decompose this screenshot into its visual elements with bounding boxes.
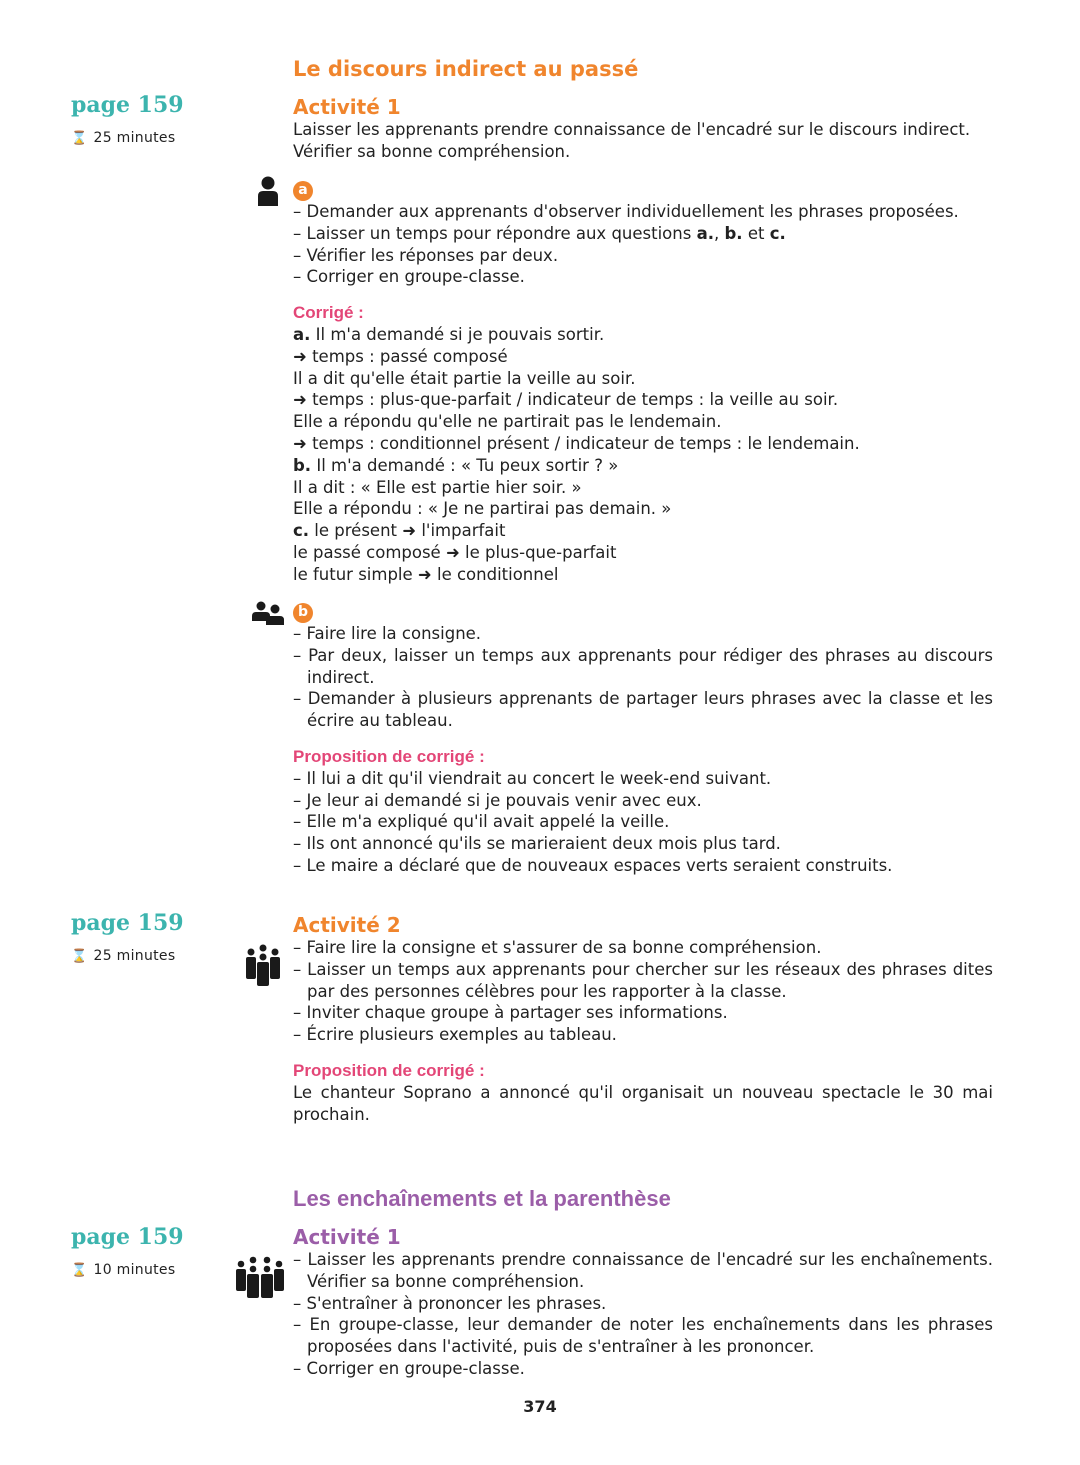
answer-line: [293, 389, 993, 411]
text: temps : plus-que-parfait / indicateur de temps : la veille au soir.: [306, 390, 839, 410]
intro-line: Vérifier sa bonne compréhension.: [293, 141, 571, 161]
bullet-item: [293, 1358, 993, 1380]
page-number: 374: [523, 1397, 557, 1416]
answer-line: [293, 811, 993, 833]
text: – Demander à plusieurs apprenants de partager leurs phrases avec la classe et les écrire au tableau.: [293, 689, 993, 731]
answer-line: [293, 564, 993, 586]
answer-label: Proposition de corrigé :: [293, 1060, 485, 1080]
bullet-item: [293, 937, 993, 959]
text: – Laisser un temps aux apprenants pour chercher sur les réseaux des phrases dites par des personnes célèbres pour les rapporter à la classe.: [293, 959, 993, 1001]
text: – Vérifier les réponses par deux.: [293, 245, 559, 265]
text: l'imparfait: [416, 521, 506, 541]
page-reference: page 159: [71, 92, 184, 118]
answer-line: [293, 368, 993, 390]
bullet-item: [293, 645, 993, 689]
answer-line: [293, 520, 993, 542]
hourglass-icon: ⌛: [71, 949, 88, 964]
bullet-item: [293, 1293, 993, 1315]
text: – Ils ont annoncé qu'ils se marieraient deux mois plus tard.: [293, 834, 781, 854]
answer-label: Proposition de corrigé :: [293, 746, 485, 766]
text: – Écrire plusieurs exemples au tableau.: [293, 1025, 617, 1045]
text: Il m'a demandé si je pouvais sortir.: [310, 324, 605, 344]
text: ,: [713, 223, 725, 243]
badge-a: a: [293, 181, 313, 201]
part-b: [293, 600, 993, 877]
text: le passé composé: [293, 542, 446, 562]
answer-line: [293, 324, 993, 346]
text: et: [742, 223, 770, 243]
pair-icon: [252, 601, 284, 625]
answer-line: [293, 833, 993, 855]
activity-title: Activité 2: [293, 913, 401, 937]
text: Il m'a demandé : « Tu peux sortir ? »: [311, 455, 619, 475]
text: Elle a répondu qu'elle ne partirait pas le lendemain.: [293, 412, 722, 432]
bold-text: b.: [724, 223, 743, 243]
text: – Je leur ai demandé si je pouvais venir avec eux.: [293, 790, 702, 810]
bullet-item: [293, 688, 993, 732]
answer-line: [293, 855, 993, 877]
bold-text: ➜: [293, 390, 307, 410]
activity-title: Activité 1: [293, 1225, 401, 1249]
bold-text: a.: [696, 223, 714, 243]
text: – Faire lire la consigne.: [293, 624, 482, 643]
part-a: [293, 178, 993, 586]
bold-text: c.: [769, 223, 786, 243]
answer-line: [293, 542, 993, 564]
bold-text: ➜: [293, 346, 307, 366]
answer-line: [293, 790, 993, 812]
duration: ⌛ 25 minutes: [71, 130, 176, 146]
hourglass-icon: ⌛: [71, 131, 88, 146]
answer-text: Le chanteur Soprano a annoncé qu'il organisait un nouveau spectacle le 30 mai prochain.: [293, 1082, 993, 1124]
text: temps : conditionnel présent / indicateur de temps : le lendemain.: [306, 433, 860, 453]
activity-title: Activité 1: [293, 95, 401, 119]
bullet-item: [293, 201, 993, 223]
bold-text: a.: [293, 324, 311, 344]
section-title: Le discours indirect au passé: [293, 57, 639, 81]
bullet-item: [293, 623, 993, 645]
text: – Laisser les apprenants prendre connaissance de l'encadré sur les enchaînements. Vérifier sa bonne compréhension.: [293, 1250, 993, 1291]
text: – Corriger en groupe-classe.: [293, 267, 525, 287]
bullet-item: [293, 1314, 993, 1358]
text: – Demander aux apprenants d'observer individuellement les phrases proposées.: [293, 202, 959, 221]
answer-line: [293, 455, 993, 477]
activity-enchainements: [293, 1225, 993, 1380]
text: – Il lui a dit qu'il viendrait au concert le week-end suivant.: [293, 768, 772, 788]
text: le plus-que-parfait: [459, 542, 617, 562]
hourglass-icon: ⌛: [71, 1263, 88, 1278]
badge-b: b: [293, 603, 313, 623]
text: – Faire lire la consigne et s'assurer de sa bonne compréhension.: [293, 938, 822, 957]
section-title: Les enchaînements et la parenthèse: [293, 1186, 671, 1211]
answer-line: [293, 346, 993, 368]
duration: ⌛ 25 minutes: [71, 948, 176, 964]
bold-text: ➜: [445, 542, 460, 562]
bullet-item: [293, 1002, 993, 1024]
text: Il a dit qu'elle était partie la veille au soir.: [293, 368, 636, 388]
bullet-item: [293, 266, 993, 288]
bullet-item: [293, 223, 993, 245]
bullet-item: [293, 1024, 993, 1046]
bold-text: c.: [293, 521, 310, 541]
bold-text: ➜: [402, 521, 417, 541]
bold-text: ➜: [417, 564, 432, 584]
bold-text: b.: [293, 455, 312, 475]
text: – Inviter chaque groupe à partager ses informations.: [293, 1003, 728, 1023]
bullet-item: [293, 245, 993, 267]
intro-line: Laisser les apprenants prendre connaissance de l'encadré sur le discours indirect.: [293, 120, 971, 139]
bullet-item: [293, 959, 993, 1003]
class-group-icon: [236, 1256, 284, 1298]
text: le présent: [309, 521, 403, 541]
activity-2: [293, 913, 993, 1125]
bullet-item: [293, 1249, 993, 1293]
activity-1: [293, 95, 993, 163]
text: – En groupe-classe, leur demander de noter les enchaînements dans les phrases proposées dans l'activité, puis de s'entraîner à les prononcer.: [293, 1315, 993, 1357]
single-person-icon: [257, 176, 279, 206]
text: – S'entraîner à prononcer les phrases.: [293, 1293, 607, 1313]
answer-line: [293, 477, 993, 499]
answer-line: [293, 498, 993, 520]
bold-text: ➜: [293, 433, 307, 453]
duration: ⌛ 10 minutes: [71, 1262, 176, 1278]
group-icon: [246, 944, 280, 986]
text: le futur simple: [293, 564, 418, 584]
text: le conditionnel: [431, 564, 559, 584]
answer-label: Corrigé :: [293, 303, 364, 323]
text: – Corriger en groupe-classe.: [293, 1358, 525, 1378]
text: temps : passé composé: [306, 346, 508, 366]
page-reference: page 159: [71, 910, 184, 936]
text: Il a dit : « Elle est partie hier soir. »: [293, 477, 582, 497]
text: – Le maire a déclaré que de nouveaux espaces verts seraient construits.: [293, 855, 893, 875]
text: – Laisser un temps pour répondre aux questions: [293, 223, 697, 243]
text: – Par deux, laisser un temps aux apprenants pour rédiger des phrases au discours indirect.: [293, 645, 993, 687]
answer-line: [293, 411, 993, 433]
text: – Elle m'a expliqué qu'il avait appelé la veille.: [293, 812, 670, 832]
answer-line: [293, 433, 993, 455]
answer-line: [293, 768, 993, 790]
text: Elle a répondu : « Je ne partirai pas demain. »: [293, 499, 672, 519]
page-reference: page 159: [71, 1224, 184, 1250]
